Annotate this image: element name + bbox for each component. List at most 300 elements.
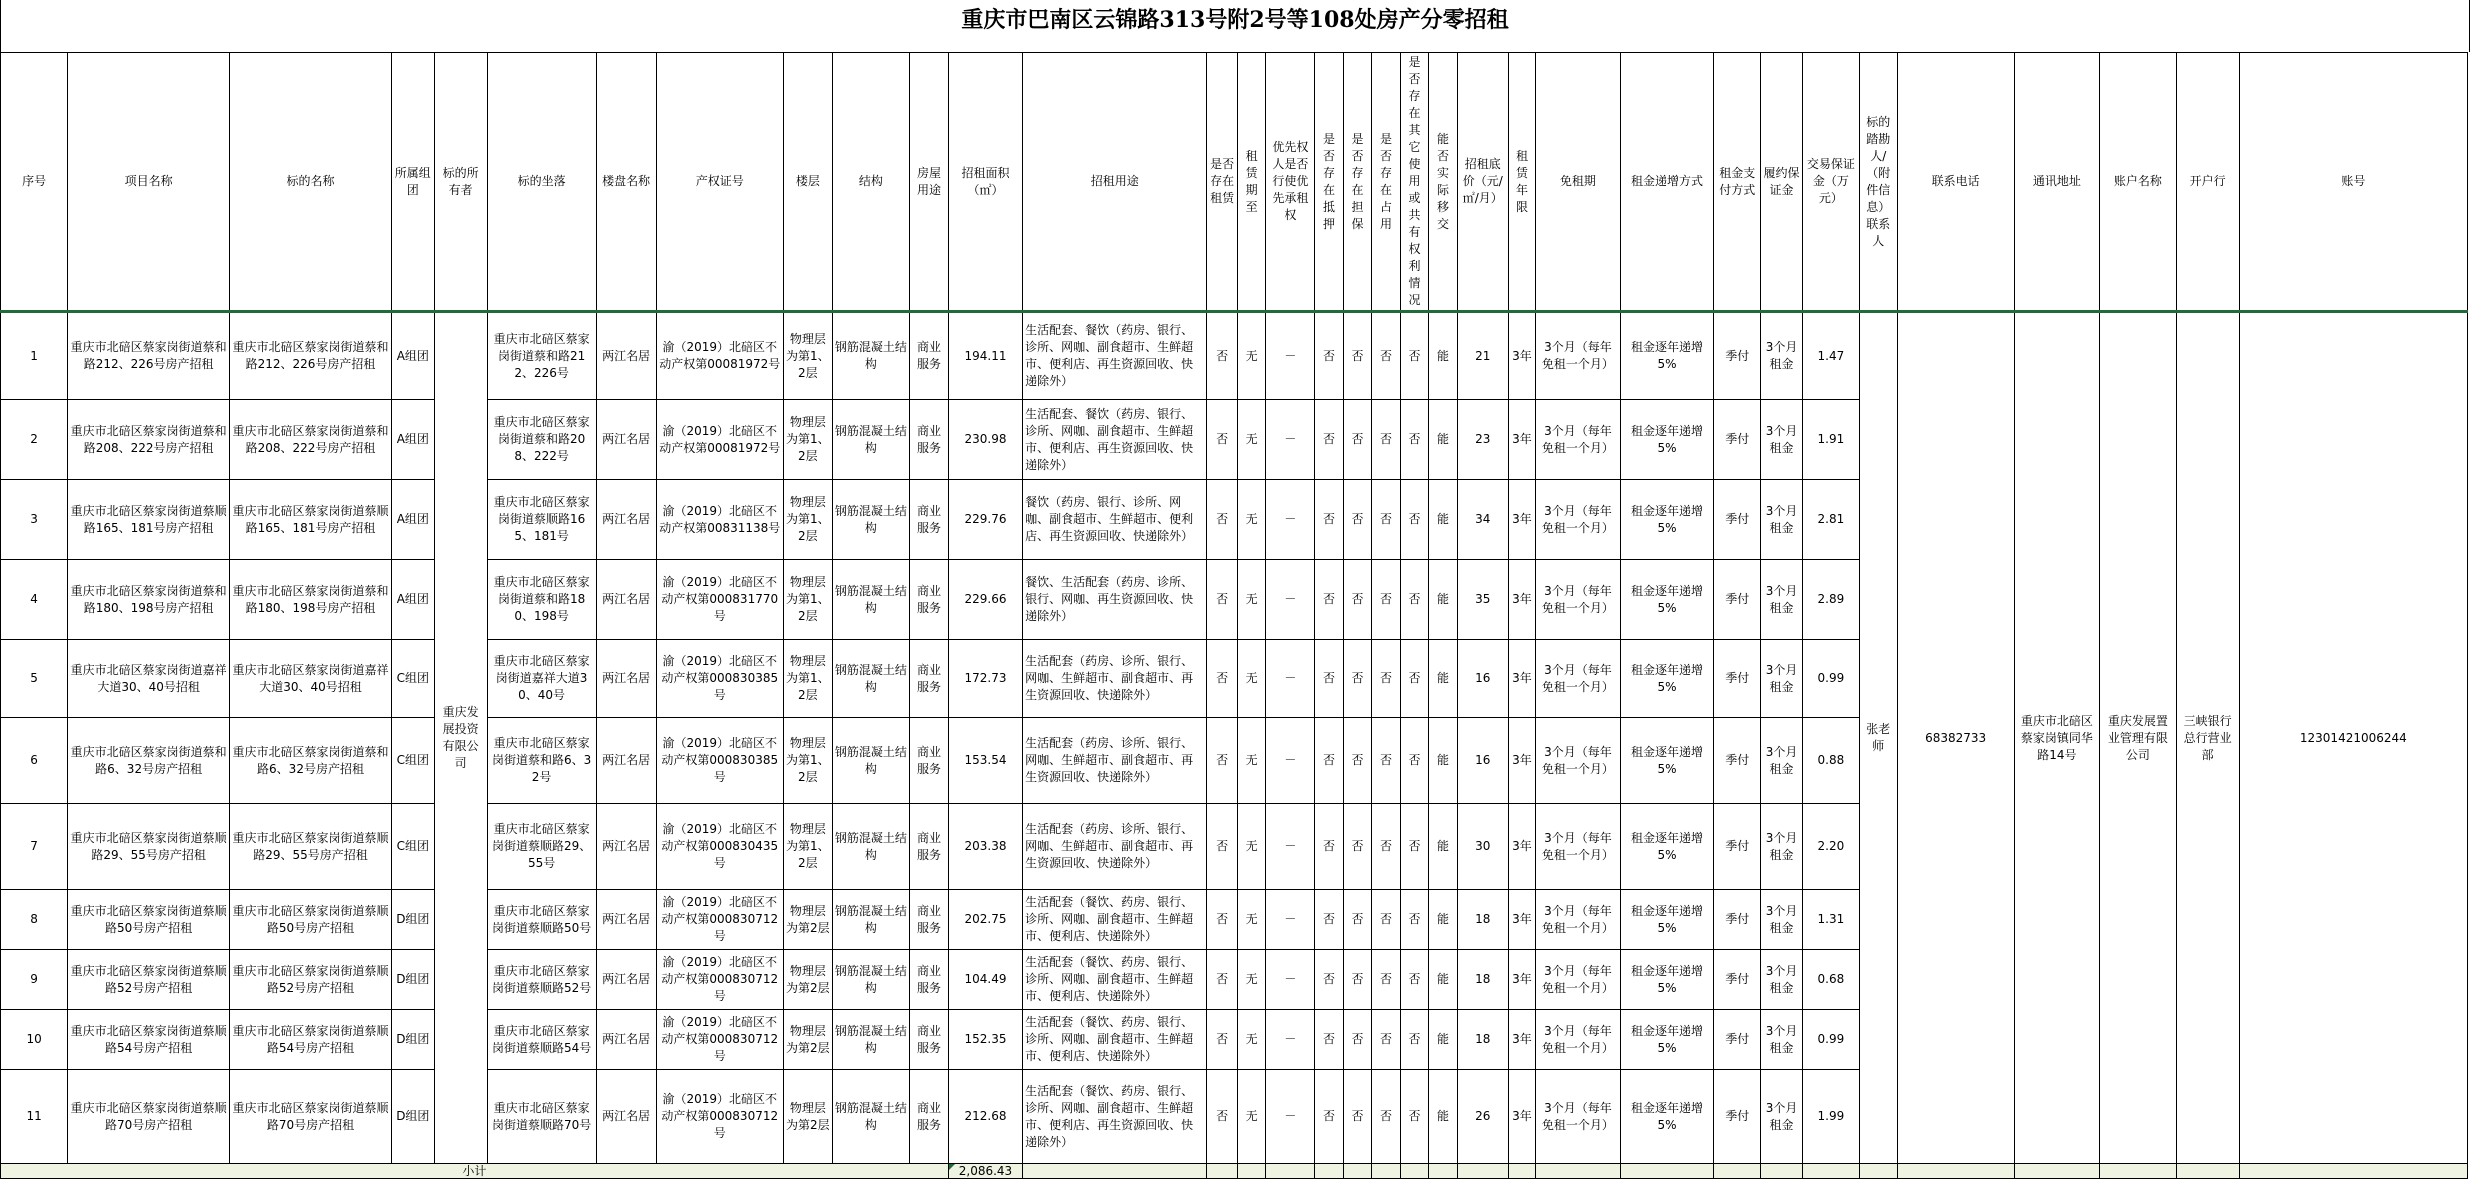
cell-purpose: 生活配套（药房、诊所、银行、网咖、生鲜超市、副食超市、再生资源回收、快递除外） — [1023, 718, 1207, 804]
cell-mortgage: 否 — [1315, 640, 1344, 718]
cell-deposit: 0.99 — [1802, 640, 1859, 718]
cell-no: 10 — [1, 1010, 68, 1070]
cell-no: 8 — [1, 890, 68, 950]
cell-cert: 渝（2019）北碚区不动产权第00831138号 — [656, 480, 783, 560]
subtotal-label: 小计 — [1, 1164, 949, 1179]
cell-structure: 钢筋混凝土结构 — [832, 890, 909, 950]
cell-leased: 否 — [1207, 1070, 1238, 1164]
cell-structure: 钢筋混凝土结构 — [832, 718, 909, 804]
cell-use: 商业服务 — [910, 640, 949, 718]
cell-years: 3年 — [1508, 804, 1535, 890]
subtotal-empty-cell — [1023, 1164, 1207, 1179]
cell-free: 3个月（每年免租一个月） — [1536, 1070, 1621, 1164]
merged-account-no: 12301421006244 — [2239, 312, 2467, 1164]
cell-lease-until: 无 — [1237, 480, 1266, 560]
cell-increase: 租金逐年递增5% — [1620, 1070, 1714, 1164]
cell-occupied: 否 — [1372, 718, 1401, 804]
header-row — [1, 53, 2468, 312]
cell-estate: 两江名居 — [596, 640, 656, 718]
cell-estate: 两江名居 — [596, 1010, 656, 1070]
cell-transfer: 能 — [1429, 400, 1458, 480]
cell-leased: 否 — [1207, 480, 1238, 560]
cell-price: 34 — [1457, 480, 1508, 560]
subtotal-empty-cell — [2014, 1164, 2100, 1179]
cell-transfer: 能 — [1429, 804, 1458, 890]
cell-location: 重庆市北碚区蔡家岗街道蔡顺路52号 — [487, 950, 596, 1010]
cell-floor: 物理层为第2层 — [783, 1010, 832, 1070]
cell-increase: 租金逐年递增5% — [1620, 480, 1714, 560]
cell-deposit: 0.68 — [1802, 950, 1859, 1010]
cell-price: 26 — [1457, 1070, 1508, 1164]
subtotal-empty-cell — [1372, 1164, 1401, 1179]
cell-no: 6 — [1, 718, 68, 804]
column-header: 账户名称 — [2100, 53, 2176, 312]
subtotal-empty-cell — [1237, 1164, 1266, 1179]
cell-perf: 3个月租金 — [1761, 804, 1803, 890]
cell-lease-until: 无 — [1237, 718, 1266, 804]
cell-group: D组团 — [391, 1070, 434, 1164]
cell-free: 3个月（每年免租一个月） — [1536, 950, 1621, 1010]
cell-transfer: 能 — [1429, 1070, 1458, 1164]
subtotal-empty-cell — [2176, 1164, 2239, 1179]
cell-perf: 3个月租金 — [1761, 480, 1803, 560]
cell-leased: 否 — [1207, 400, 1238, 480]
cell-estate: 两江名居 — [596, 890, 656, 950]
cell-other-rights: 否 — [1400, 640, 1429, 718]
subtotal-empty-cell — [1266, 1164, 1315, 1179]
cell-pay: 季付 — [1714, 890, 1761, 950]
cell-years: 3年 — [1508, 480, 1535, 560]
cell-cert: 渝（2019）北碚区不动产权第000830712号 — [656, 890, 783, 950]
cell-no: 1 — [1, 312, 68, 400]
column-header: 租赁年限 — [1508, 53, 1535, 312]
cell-project: 重庆市北碚区蔡家岗街道嘉祥大道30、40号招租 — [68, 640, 230, 718]
cell-group: C组团 — [391, 718, 434, 804]
subtotal-area: 2,086.43 — [948, 1164, 1022, 1179]
cell-deposit: 2.81 — [1802, 480, 1859, 560]
cell-guarantee: 否 — [1343, 1010, 1372, 1070]
cell-guarantee: 否 — [1343, 400, 1372, 480]
cell-lease-until: 无 — [1237, 1010, 1266, 1070]
subtotal-empty-cell — [2100, 1164, 2176, 1179]
column-header: 标的所有者 — [434, 53, 487, 312]
cell-perf: 3个月租金 — [1761, 312, 1803, 400]
cell-price: 18 — [1457, 890, 1508, 950]
cell-perf: 3个月租金 — [1761, 640, 1803, 718]
cell-location: 重庆市北碚区蔡家岗街道蔡和路6、32号 — [487, 718, 596, 804]
cell-lease-until: 无 — [1237, 640, 1266, 718]
cell-guarantee: 否 — [1343, 312, 1372, 400]
column-header: 租金支付方式 — [1714, 53, 1761, 312]
cell-area: 229.66 — [948, 560, 1022, 640]
cell-leased: 否 — [1207, 950, 1238, 1010]
cell-project: 重庆市北碚区蔡家岗街道蔡和路212、226号房产招租 — [68, 312, 230, 400]
column-header: 招租面积（㎡） — [948, 53, 1022, 312]
cell-other-rights: 否 — [1400, 890, 1429, 950]
column-header: 序号 — [1, 53, 68, 312]
cell-free: 3个月（每年免租一个月） — [1536, 1010, 1621, 1070]
cell-other-rights: 否 — [1400, 804, 1429, 890]
cell-leased: 否 — [1207, 804, 1238, 890]
cell-location: 重庆市北碚区蔡家岗街道蔡和路212、226号 — [487, 312, 596, 400]
cell-free: 3个月（每年免租一个月） — [1536, 480, 1621, 560]
subtotal-empty-cell — [1457, 1164, 1508, 1179]
cell-other-rights: 否 — [1400, 312, 1429, 400]
cell-occupied: 否 — [1372, 1070, 1401, 1164]
cell-transfer: 能 — [1429, 640, 1458, 718]
cell-cert: 渝（2019）北碚区不动产权第000830712号 — [656, 1010, 783, 1070]
cell-pay: 季付 — [1714, 950, 1761, 1010]
cell-perf: 3个月租金 — [1761, 1010, 1803, 1070]
cell-group: A组团 — [391, 560, 434, 640]
cell-transfer: 能 — [1429, 560, 1458, 640]
cell-pay: 季付 — [1714, 640, 1761, 718]
cell-structure: 钢筋混凝土结构 — [832, 640, 909, 718]
cell-structure: 钢筋混凝土结构 — [832, 480, 909, 560]
cell-mortgage: 否 — [1315, 1010, 1344, 1070]
subtotal-empty-cell — [1508, 1164, 1535, 1179]
column-header: 账号 — [2239, 53, 2467, 312]
cell-other-rights: 否 — [1400, 718, 1429, 804]
cell-transfer: 能 — [1429, 950, 1458, 1010]
cell-leased: 否 — [1207, 718, 1238, 804]
cell-pay: 季付 — [1714, 1070, 1761, 1164]
cell-price: 30 — [1457, 804, 1508, 890]
cell-location: 重庆市北碚区蔡家岗街道蔡和路208、222号 — [487, 400, 596, 480]
cell-pay: 季付 — [1714, 718, 1761, 804]
cell-transfer: 能 — [1429, 890, 1458, 950]
column-header: 楼层 — [783, 53, 832, 312]
cell-group: A组团 — [391, 312, 434, 400]
merged-phone: 68382733 — [1897, 312, 2014, 1164]
cell-increase: 租金逐年递增5% — [1620, 560, 1714, 640]
cell-pay: 季付 — [1714, 312, 1761, 400]
cell-lease-until: 无 — [1237, 312, 1266, 400]
cell-occupied: 否 — [1372, 640, 1401, 718]
cell-floor: 物理层为第1、2层 — [783, 560, 832, 640]
subtotal-empty-cell — [1620, 1164, 1714, 1179]
cell-cert: 渝（2019）北碚区不动产权第000830712号 — [656, 950, 783, 1010]
cell-mortgage: 否 — [1315, 560, 1344, 640]
cell-perf: 3个月租金 — [1761, 718, 1803, 804]
cell-guarantee: 否 — [1343, 560, 1372, 640]
cell-deposit: 1.99 — [1802, 1070, 1859, 1164]
column-header: 开户行 — [2176, 53, 2239, 312]
cell-other-rights: 否 — [1400, 1010, 1429, 1070]
cell-location: 重庆市北碚区蔡家岗街道蔡顺路54号 — [487, 1010, 596, 1070]
cell-estate: 两江名居 — [596, 560, 656, 640]
subtotal-empty-cell — [2239, 1164, 2467, 1179]
cell-no: 3 — [1, 480, 68, 560]
cell-increase: 租金逐年递增5% — [1620, 400, 1714, 480]
column-header: 标的名称 — [230, 53, 392, 312]
cell-use: 商业服务 — [910, 400, 949, 480]
cell-free: 3个月（每年免租一个月） — [1536, 312, 1621, 400]
cell-guarantee: 否 — [1343, 804, 1372, 890]
cell-perf: 3个月租金 — [1761, 1070, 1803, 1164]
cell-cert: 渝（2019）北碚区不动产权第000819​72号 — [656, 312, 783, 400]
cell-priority: － — [1266, 480, 1315, 560]
cell-structure: 钢筋混凝土结构 — [832, 1010, 909, 1070]
cell-area: 104.49 — [948, 950, 1022, 1010]
cell-occupied: 否 — [1372, 312, 1401, 400]
cell-price: 18 — [1457, 950, 1508, 1010]
cell-mortgage: 否 — [1315, 950, 1344, 1010]
cell-years: 3年 — [1508, 560, 1535, 640]
cell-project: 重庆市北碚区蔡家岗街道蔡顺路52号房产招租 — [68, 950, 230, 1010]
cell-cert: 渝（2019）北碚区不动产权第000831770号 — [656, 560, 783, 640]
cell-group: A组团 — [391, 480, 434, 560]
cell-area: 194.11 — [948, 312, 1022, 400]
subtotal-empty-cell — [1400, 1164, 1429, 1179]
cell-perf: 3个月租金 — [1761, 400, 1803, 480]
cell-purpose: 生活配套、餐饮（药房、银行、诊所、网咖、副食超市、生鲜超市、便利店、再生资源回收、快递除外） — [1023, 400, 1207, 480]
column-header: 能否实际移交 — [1429, 53, 1458, 312]
cell-leased: 否 — [1207, 312, 1238, 400]
cell-cert: 渝（2019）北碚区不动产权第000830712号 — [656, 1070, 783, 1164]
cell-structure: 钢筋混凝土结构 — [832, 804, 909, 890]
cell-increase: 租金逐年递增5% — [1620, 640, 1714, 718]
cell-perf: 3个月租金 — [1761, 560, 1803, 640]
merged-address: 重庆市北碚区蔡家岗镇同华路14号 — [2014, 312, 2100, 1164]
cell-years: 3年 — [1508, 312, 1535, 400]
cell-increase: 租金逐年递增5% — [1620, 890, 1714, 950]
cell-increase: 租金逐年递增5% — [1620, 1010, 1714, 1070]
cell-guarantee: 否 — [1343, 480, 1372, 560]
cell-estate: 两江名居 — [596, 480, 656, 560]
cell-structure: 钢筋混凝土结构 — [832, 950, 909, 1010]
cell-floor: 物理层为第1、2层 — [783, 804, 832, 890]
subtotal-empty-cell — [1536, 1164, 1621, 1179]
cell-priority: － — [1266, 1010, 1315, 1070]
cell-group: D组团 — [391, 1010, 434, 1070]
cell-group: C组团 — [391, 640, 434, 718]
cell-project: 重庆市北碚区蔡家岗街道蔡和路208、222号房产招租 — [68, 400, 230, 480]
cell-area: 212.68 — [948, 1070, 1022, 1164]
column-header: 履约保证金 — [1761, 53, 1803, 312]
cell-other-rights: 否 — [1400, 560, 1429, 640]
cell-transfer: 能 — [1429, 312, 1458, 400]
cell-structure: 钢筋混凝土结构 — [832, 400, 909, 480]
cell-area: 172.73 — [948, 640, 1022, 718]
column-header: 通讯地址 — [2014, 53, 2100, 312]
column-header: 产权证号 — [656, 53, 783, 312]
cell-no: 2 — [1, 400, 68, 480]
cell-use: 商业服务 — [910, 480, 949, 560]
cell-no: 9 — [1, 950, 68, 1010]
cell-target: 重庆市北碚区蔡家岗街道蔡顺路165、181号房产招租 — [230, 480, 392, 560]
cell-no: 11 — [1, 1070, 68, 1164]
cell-floor: 物理层为第2层 — [783, 1070, 832, 1164]
cell-priority: － — [1266, 1070, 1315, 1164]
cell-occupied: 否 — [1372, 890, 1401, 950]
cell-years: 3年 — [1508, 950, 1535, 1010]
cell-area: 202.75 — [948, 890, 1022, 950]
cell-area: 229.76 — [948, 480, 1022, 560]
cell-purpose: 生活配套（餐饮、药房、银行、诊所、网咖、副食超市、生鲜超市、便利店、再生资源回收、快递除外） — [1023, 1070, 1207, 1164]
cell-transfer: 能 — [1429, 718, 1458, 804]
column-header: 招租用途 — [1023, 53, 1207, 312]
lease-table — [0, 52, 2468, 1179]
cell-deposit: 0.99 — [1802, 1010, 1859, 1070]
column-header: 是否存在占用 — [1372, 53, 1401, 312]
cell-lease-until: 无 — [1237, 804, 1266, 890]
cell-priority: － — [1266, 718, 1315, 804]
cell-free: 3个月（每年免租一个月） — [1536, 804, 1621, 890]
cell-project: 重庆市北碚区蔡家岗街道蔡和路6、32号房产招租 — [68, 718, 230, 804]
subtotal-empty-cell — [1761, 1164, 1803, 1179]
cell-free: 3个月（每年免租一个月） — [1536, 890, 1621, 950]
subtotal-empty-cell — [1207, 1164, 1238, 1179]
cell-mortgage: 否 — [1315, 400, 1344, 480]
cell-use: 商业服务 — [910, 312, 949, 400]
cell-project: 重庆市北碚区蔡家岗街道蔡顺路54号房产招租 — [68, 1010, 230, 1070]
cell-guarantee: 否 — [1343, 640, 1372, 718]
cell-years: 3年 — [1508, 400, 1535, 480]
cell-location: 重庆市北碚区蔡家岗街道蔡顺路50号 — [487, 890, 596, 950]
column-header: 租金递增方式 — [1620, 53, 1714, 312]
column-header: 是否存在其它使用或共有权利情况 — [1400, 53, 1429, 312]
cell-cert: 渝（2019）北碚区不动产权第000830435号 — [656, 804, 783, 890]
column-header: 楼盘名称 — [596, 53, 656, 312]
cell-lease-until: 无 — [1237, 560, 1266, 640]
merged-bank: 三峡银行总行营业部 — [2176, 312, 2239, 1164]
cell-priority: － — [1266, 312, 1315, 400]
cell-estate: 两江名居 — [596, 400, 656, 480]
cell-mortgage: 否 — [1315, 804, 1344, 890]
cell-no: 5 — [1, 640, 68, 718]
cell-occupied: 否 — [1372, 804, 1401, 890]
cell-purpose: 生活配套（餐饮、药房、银行、诊所、网咖、副食超市、生鲜超市、便利店、快递除外） — [1023, 950, 1207, 1010]
cell-guarantee: 否 — [1343, 1070, 1372, 1164]
cell-area: 203.38 — [948, 804, 1022, 890]
cell-guarantee: 否 — [1343, 890, 1372, 950]
cell-mortgage: 否 — [1315, 1070, 1344, 1164]
cell-years: 3年 — [1508, 1010, 1535, 1070]
cell-years: 3年 — [1508, 890, 1535, 950]
cell-project: 重庆市北碚区蔡家岗街道蔡顺路70号房产招租 — [68, 1070, 230, 1164]
cell-occupied: 否 — [1372, 560, 1401, 640]
cell-target: 重庆市北碚区蔡家岗街道蔡和路6、32号房产招租 — [230, 718, 392, 804]
cell-priority: － — [1266, 804, 1315, 890]
cell-purpose: 生活配套（药房、诊所、银行、网咖、生鲜超市、副食超市、再生资源回收、快递除外） — [1023, 640, 1207, 718]
cell-target: 重庆市北碚区蔡家岗街道蔡和路212、226号房产招租 — [230, 312, 392, 400]
cell-use: 商业服务 — [910, 804, 949, 890]
cell-purpose: 餐饮、生活配套（药房、诊所、银行、网咖、再生资源回收、快递除外） — [1023, 560, 1207, 640]
cell-estate: 两江名居 — [596, 1070, 656, 1164]
page-title: 重庆市巴南区云锦路313号附2号等108处房产分零招租 — [0, 0, 2470, 52]
column-header: 标的踏勘人/（附件信息）联系人 — [1859, 53, 1897, 312]
cell-deposit: 2.89 — [1802, 560, 1859, 640]
cell-occupied: 否 — [1372, 400, 1401, 480]
cell-increase: 租金逐年递增5% — [1620, 804, 1714, 890]
cell-perf: 3个月租金 — [1761, 950, 1803, 1010]
cell-purpose: 生活配套（药房、诊所、银行、网咖、生鲜超市、副食超市、再生资源回收、快递除外） — [1023, 804, 1207, 890]
cell-target: 重庆市北碚区蔡家岗街道蔡顺路54号房产招租 — [230, 1010, 392, 1070]
cell-group: D组团 — [391, 890, 434, 950]
cell-use: 商业服务 — [910, 718, 949, 804]
cell-floor: 物理层为第1、2层 — [783, 400, 832, 480]
cell-group: A组团 — [391, 400, 434, 480]
cell-lease-until: 无 — [1237, 1070, 1266, 1164]
cell-floor: 物理层为第2层 — [783, 950, 832, 1010]
cell-pay: 季付 — [1714, 560, 1761, 640]
cell-location: 重庆市北碚区蔡家岗街道蔡顺路165、181号 — [487, 480, 596, 560]
cell-occupied: 否 — [1372, 950, 1401, 1010]
cell-guarantee: 否 — [1343, 718, 1372, 804]
cell-structure: 钢筋混凝土结构 — [832, 1070, 909, 1164]
cell-purpose: 生活配套、餐饮（药房、银行、诊所、网咖、副食超市、生鲜超市、便利店、再生资源回收、快递除外） — [1023, 312, 1207, 400]
cell-lease-until: 无 — [1237, 400, 1266, 480]
cell-location: 重庆市北碚区蔡家岗街道蔡顺路29、55号 — [487, 804, 596, 890]
cell-leased: 否 — [1207, 1010, 1238, 1070]
cell-area: 153.54 — [948, 718, 1022, 804]
cell-mortgage: 否 — [1315, 890, 1344, 950]
column-header: 结构 — [832, 53, 909, 312]
cell-cert: 渝（2019）北碚区不动产权第000830385号 — [656, 640, 783, 718]
column-header: 招租底价（元/㎡/月） — [1457, 53, 1508, 312]
cell-structure: 钢筋混凝土结构 — [832, 560, 909, 640]
cell-cert: 渝（2019）北碚区不动产权第000830385号 — [656, 718, 783, 804]
cell-price: 23 — [1457, 400, 1508, 480]
cell-priority: － — [1266, 640, 1315, 718]
cell-price: 35 — [1457, 560, 1508, 640]
column-header: 免租期 — [1536, 53, 1621, 312]
cell-target: 重庆市北碚区蔡家岗街道蔡和路180、198号房产招租 — [230, 560, 392, 640]
column-header: 是否存在租赁 — [1207, 53, 1238, 312]
cell-use: 商业服务 — [910, 890, 949, 950]
subtotal-empty-cell — [1343, 1164, 1372, 1179]
cell-pay: 季付 — [1714, 804, 1761, 890]
cell-project: 重庆市北碚区蔡家岗街道蔡顺路50号房产招租 — [68, 890, 230, 950]
subtotal-empty-cell — [1714, 1164, 1761, 1179]
column-header: 标的坐落 — [487, 53, 596, 312]
cell-deposit: 1.47 — [1802, 312, 1859, 400]
cell-mortgage: 否 — [1315, 480, 1344, 560]
subtotal-empty-cell — [1897, 1164, 2014, 1179]
cell-use: 商业服务 — [910, 950, 949, 1010]
cell-years: 3年 — [1508, 640, 1535, 718]
column-header: 优先权人是否行使优先承租权 — [1266, 53, 1315, 312]
cell-use: 商业服务 — [910, 1070, 949, 1164]
cell-deposit: 1.91 — [1802, 400, 1859, 480]
column-header: 联系电话 — [1897, 53, 2014, 312]
cell-floor: 物理层为第1、2层 — [783, 640, 832, 718]
cell-price: 16 — [1457, 640, 1508, 718]
cell-project: 重庆市北碚区蔡家岗街道蔡和路180、198号房产招租 — [68, 560, 230, 640]
cell-target: 重庆市北碚区蔡家岗街道嘉祥大道30、40号招租 — [230, 640, 392, 718]
cell-leased: 否 — [1207, 890, 1238, 950]
cell-no: 7 — [1, 804, 68, 890]
cell-structure: 钢筋混凝土结构 — [832, 312, 909, 400]
cell-deposit: 1.31 — [1802, 890, 1859, 950]
cell-increase: 租金逐年递增5% — [1620, 950, 1714, 1010]
cell-lease-until: 无 — [1237, 890, 1266, 950]
cell-location: 重庆市北碚区蔡家岗街道蔡和路180、198号 — [487, 560, 596, 640]
cell-floor: 物理层为第1、2层 — [783, 480, 832, 560]
cell-free: 3个月（每年免租一个月） — [1536, 640, 1621, 718]
cell-target: 重庆市北碚区蔡家岗街道蔡顺路50号房产招租 — [230, 890, 392, 950]
cell-lease-until: 无 — [1237, 950, 1266, 1010]
table-row — [1, 312, 2468, 400]
cell-years: 3年 — [1508, 1070, 1535, 1164]
cell-project: 重庆市北碚区蔡家岗街道蔡顺路29、55号房产招租 — [68, 804, 230, 890]
cell-priority: － — [1266, 560, 1315, 640]
cell-price: 21 — [1457, 312, 1508, 400]
cell-target: 重庆市北碚区蔡家岗街道蔡顺路70号房产招租 — [230, 1070, 392, 1164]
column-header: 所属组团 — [391, 53, 434, 312]
cell-deposit: 2.20 — [1802, 804, 1859, 890]
